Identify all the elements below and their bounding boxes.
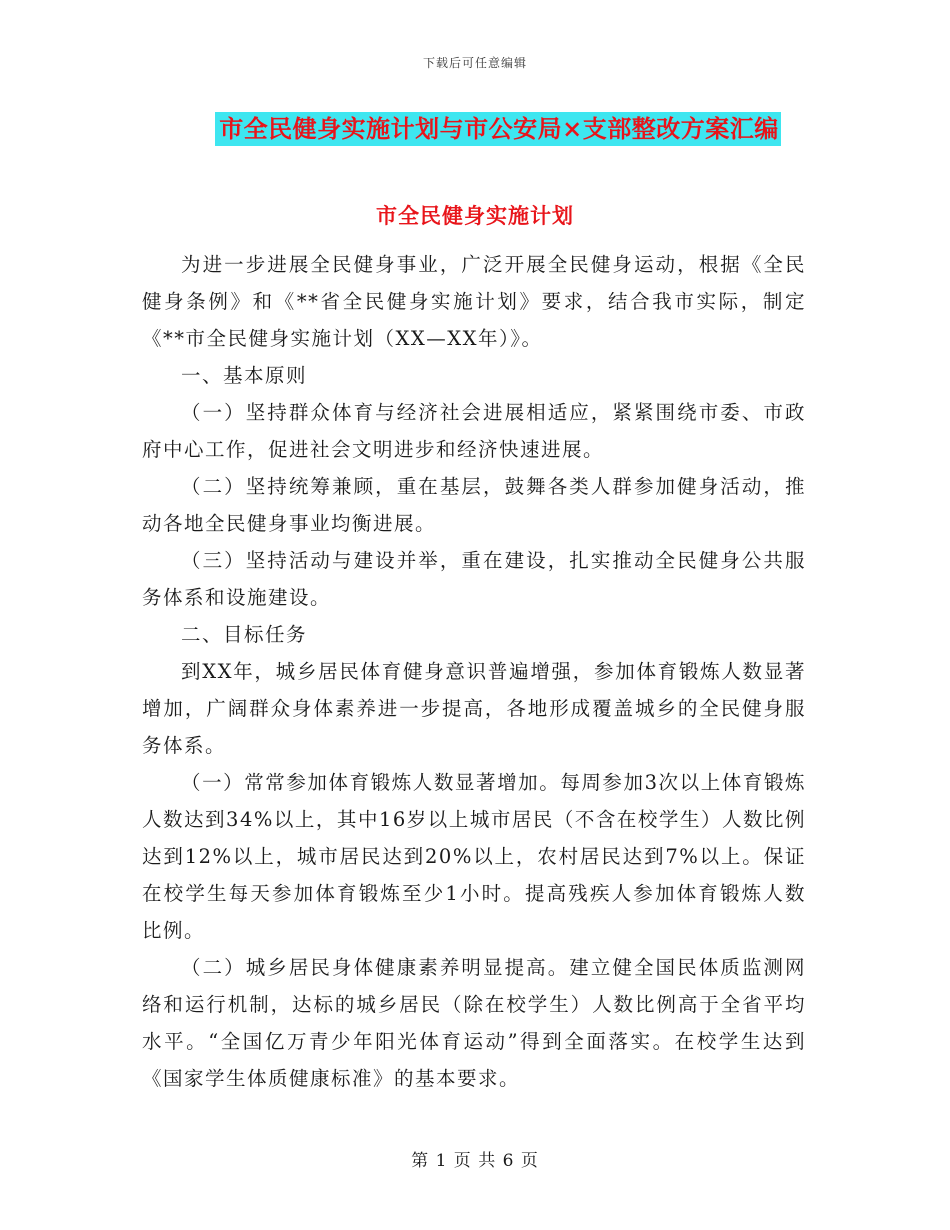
principle-paragraph-2: （二）坚持统筹兼顾，重在基层，鼓舞各类人群参加健身活动，推动各地全民健身事业均衡进展。 (142, 475, 806, 535)
section-title: 市全民健身实施计划 (376, 203, 574, 228)
document-title-container (0, 112, 950, 146)
page-number: 第 1 页 共 6 页 (411, 1151, 539, 1171)
principle-paragraph-1: （一）坚持群众体育与经济社会进展相适应，紧紧围绕市委、市政府中心工作，促进社会文明进步和经济快速进展。 (142, 401, 806, 461)
heading-goals-tasks: 二、目标任务 (181, 623, 308, 646)
goals-paragraph: 到XX年，城乡居民体育健身意识普遍增强，参加体育锻炼人数显著增加，广阔群众身体素养进一步提高，各地形成覆盖城乡的全民健身服务体系。 (142, 660, 806, 757)
document-title: 市全民健身实施计划与市公安局×支部整改方案汇编 (215, 112, 781, 146)
goal-paragraph-2: （二）城乡居民身体健康素养明显提高。建立健全国民体质监测网络和运行机制，达标的城乡居民（除在校学生）人数比例高于全省平均水平。“全国亿万青少年阳光体育运动”得到全面落实。在校学生达到《国家学生体质健康标准》的基本要求。 (142, 956, 806, 1090)
page-header-note: 下载后可任意编辑 (422, 56, 527, 70)
principle-paragraph-3: （三）坚持活动与建设并举，重在建设，扎实推动全民健身公共服务体系和设施建设。 (142, 549, 806, 609)
intro-paragraph: 为进一步进展全民健身事业，广泛开展全民健身运动，根据《全民健身条例》和《**省全民健身实施计划》要求，结合我市实际，制定《**市全民健身实施计划（XX—XX年）》。 (142, 253, 806, 350)
heading-basic-principles: 一、基本原则 (181, 364, 308, 387)
document-body (142, 246, 806, 1097)
goal-paragraph-1: （一）常常参加体育锻炼人数显著增加。每周参加3次以上体育锻炼人数达到34%以上，其中16岁以上城市居民（不含在校学生）人数比例达到12%以上，城市居民达到20%以上，农村居民达到7%以上。保证在校学生每天参加体育锻炼至少1小时。提高残疾人参加体育锻炼人数比例。 (142, 771, 806, 942)
